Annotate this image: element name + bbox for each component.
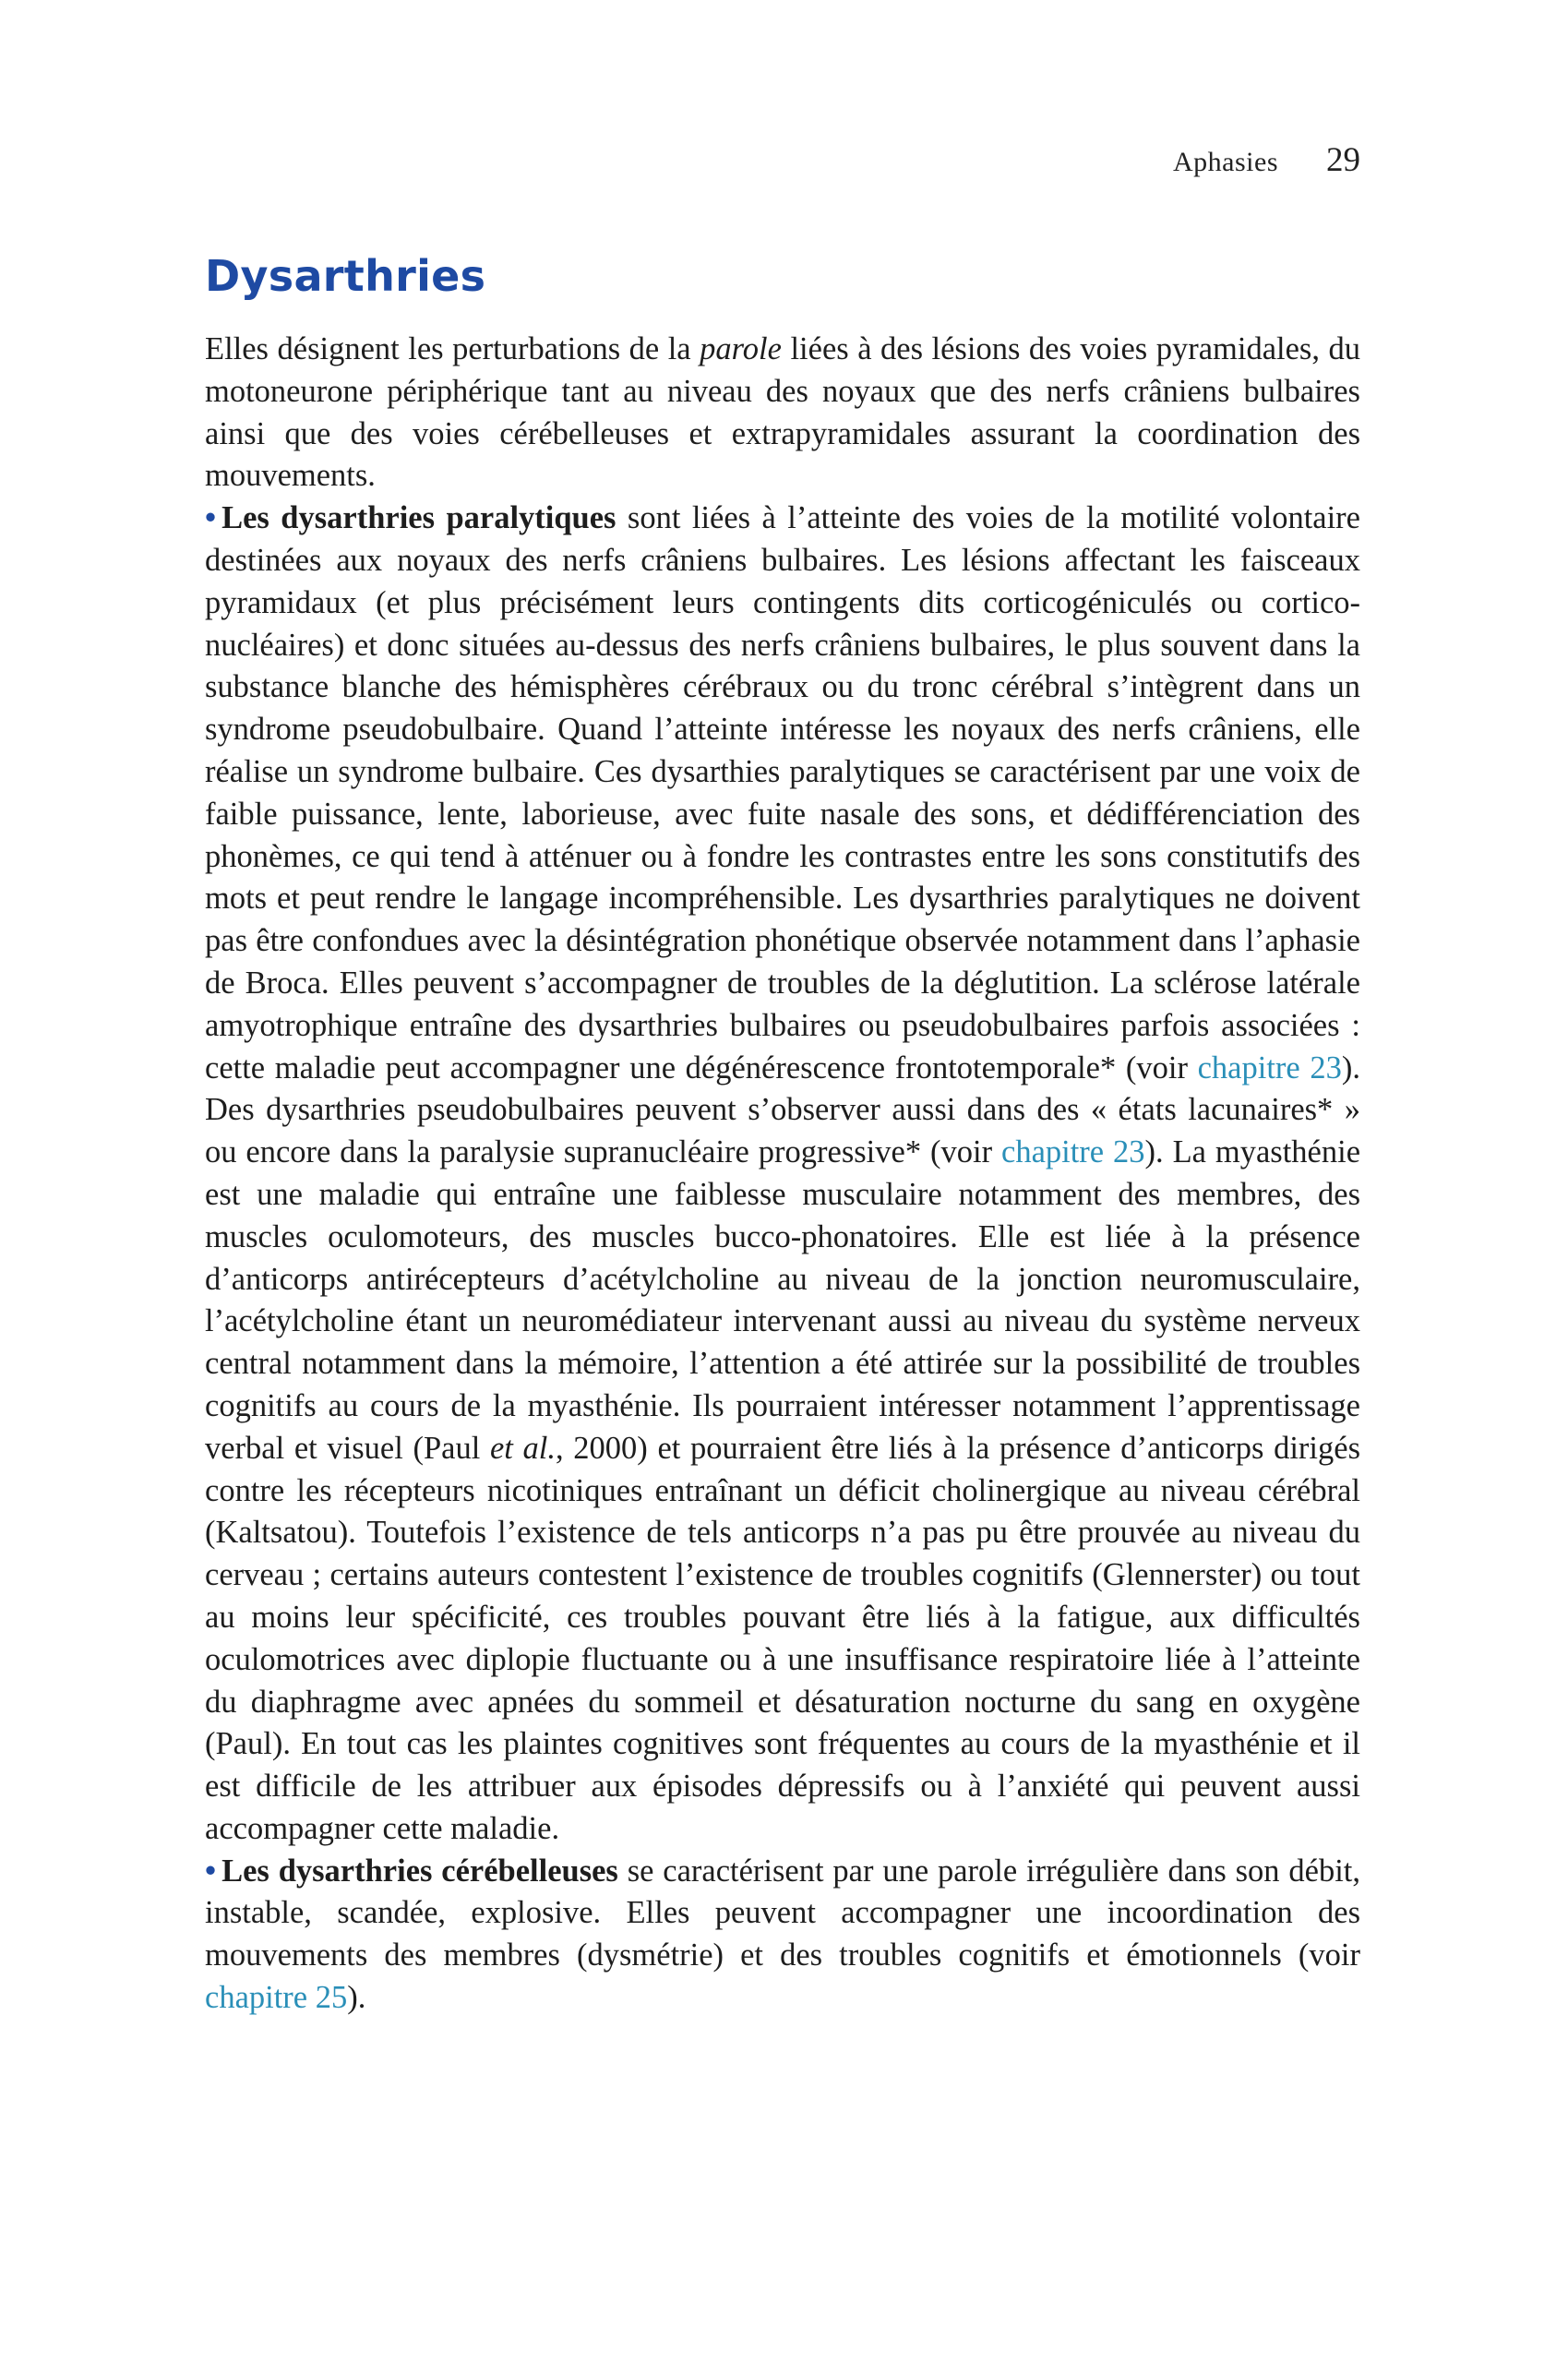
intro-paragraph xyxy=(205,329,1360,498)
running-header xyxy=(1173,140,1360,180)
chapter-23-link-2[interactable]: chapitre 23 xyxy=(1001,1134,1145,1170)
text-run: ). xyxy=(347,1980,366,2016)
text-run: ). La myasthénie est une maladie qui entraîne une faiblesse musculaire notamment des membres, des muscles oculomoteurs, des muscles bucco-phonatoires. Elle est liée à la présence d’anticorps antirécepteurs d’acétylcholine au niveau de la jonction neuromusculaire, l’acétylcholine étant un neuromédiateur intervenant aussi au niveau du système nerveux central notamment dans la mémoire, l’attention a été attirée sur la possibilité de troubles cognitifs au cours de la myasthénie. Ils pourraient intéresser notamment l’apprentissage verbal et visuel (Paul xyxy=(205,1134,1361,1466)
text-run: se caractérisent par une parole irrégulière dans son débit, instable, scandée, explosive. Elles peuvent accompagner une incoordination des mouvements des membres (dysmétrie) et des troubles cognitifs et émotionnels (voir xyxy=(205,1853,1360,1973)
bullet-marker: • xyxy=(205,500,217,536)
text-run: ). Des dysarthries pseudobulbaires peuvent s’observer aussi dans des « états lacunaires* » ou encore dans la paralysie supranucléaire progressive* (voir xyxy=(205,1050,1360,1170)
text-run: , 2000) et pourraient être liés à la présence d’anticorps dirigés contre les récepteurs nicotiniques entraînant un déficit cholinergique au niveau cérébral (Kaltsatou). Toutefois l’existence de tels anticorps n’a pas pu être prouvée au niveau du cerveau ; certains auteurs contestent l’existence de troubles cognitifs (Glennerster) ou tout au moins leur spécificité, ces troubles pouvant être liés à la fatigue, aux difficultés oculomotrices avec diplopie fluctuante ou à une insuffisance respiratoire liée à l’atteinte du diaphragme avec apnées du sommeil et désaturation nocturne du sang en oxygène (Paul). En tout cas les plaintes cognitives sont fréquentes au cours de la myasthénie et il est difficile de les attribuer aux épisodes dépressifs ou à l’anxiété qui peuvent aussi accompagner cette maladie. xyxy=(205,1430,1360,1846)
emphasis-parole: parole xyxy=(700,331,782,366)
cerebellar-paragraph xyxy=(205,1851,1360,2020)
body-text xyxy=(205,329,1360,2020)
section-heading: Dysarthries xyxy=(205,251,486,301)
emphasis-et-al: et al. xyxy=(489,1430,557,1466)
text-run: sont liées à l’atteinte des voies de la motilité volontaire destinées aux noyaux des nerfs crâniens bulbaires. Les lésions affectant les faisceaux pyramidaux (et plus précisément leurs contingents dits corticogéniculés ou cortico-nucléaires) et donc situées au-dessus des nerfs crâniens bulbaires, le plus souvent dans la substance blanche des hémisphères cérébraux ou du tronc cérébral s’intègrent dans un syndrome pseudobulbaire. Quand l’atteinte intéresse les noyaux des nerfs crâniens, elle réalise un syndrome bulbaire. Ces dysarthies paralytiques se caractérisent par une voix de faible puissance, lente, laborieuse, avec fuite nasale des sons, et dédifférenciation des phonèmes, ce qui tend à atténuer ou à fondre les contrastes entre les sons constitutifs des mots et peut rendre le langage incompréhensible. Les dysarthries paralytiques ne doivent pas être confondues avec la désintégration phonétique observée notamment dans l’aphasie de Broca. Elles peuvent s’accompagner de troubles de la déglutition. La sclérose latérale amyotrophique entraîne des dysarthries bulbaires ou pseudobulbaires parfois associées : cette maladie peut accompagner une dégénérescence frontotemporale* (voir xyxy=(205,500,1360,1086)
chapter-25-link[interactable]: chapitre 25 xyxy=(205,1980,348,2016)
paralytic-lead: Les dysarthries paralytiques xyxy=(221,500,616,536)
running-header-section: Aphasies xyxy=(1173,147,1278,177)
cerebellar-lead: Les dysarthries cérébelleuses xyxy=(221,1853,618,1889)
bullet-marker: • xyxy=(205,1853,217,1889)
chapter-23-link[interactable]: chapitre 23 xyxy=(1197,1050,1342,1086)
paralytic-paragraph xyxy=(205,498,1360,1851)
page-number: 29 xyxy=(1326,141,1360,179)
text-run: liées à des lésions des voies pyramidales, du motoneurone périphérique tant au niveau des noyaux que des nerfs crâniens bulbaires ainsi que des voies cérébelleuses et extrapyramidales assurant la coordination des mouvements. xyxy=(205,331,1360,494)
text-run: Elles désignent les perturbations de la xyxy=(205,331,700,366)
